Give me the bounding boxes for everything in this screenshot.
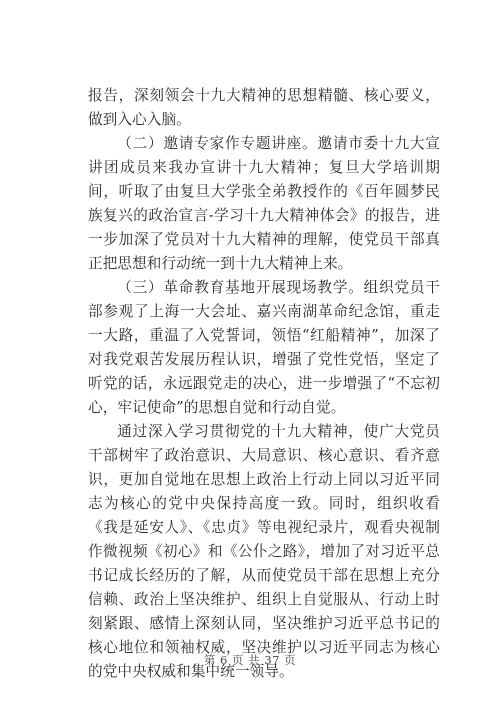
paragraph-revolutionary-base: （三）革命教育基地开展现场教学。组织党员干部参观了上海一大会址、嘉兴南湖革命纪念馆，重走一大路，重温了入党誓词，领悟“红船精神”，加深了对我党艰苦发展历程认识，增强了党性党悟，坚定了听党的话，永远跟党走的决心，进一步增强了“不忘初心，牢记使命”的思想自觉和行动自觉。 (88, 279, 440, 416)
paragraph-expert-lecture: （二）邀请专家作专题讲座。邀请市委十九大宣讲团成员来我办宣讲十九大精神；复旦大学培训期间，听取了由复旦大学张全弟教授作的《百年圆梦民族复兴的政治宣言-学习十九大精神体会》的报告，进一步加深了党员对十九大精神的理解，使党员干部真正把思想和行动统一到十九大精神上来。 (88, 135, 440, 272)
paragraph-summary: 通过深入学习贯彻党的十九大精神，使广大党员干部树牢了政治意识、大局意识、核心意识、看齐意识，更加自觉地在思想上政治上行动上同以习近平同志为核心的党中央保持高度一致。同时，组织收看《我是延安人》、《忠贞》等电视纪录片，观看央视制作微视频《初心》和《公仆之路》，增加了对习近平总书记成长经历的了解，从而使党员干部在思想上充分信赖、政治上坚决维护、组织上自觉服从、行动上时刻紧跟、感情上深刻认同，坚决维护习近平总书记的核心地位和领袖权威，坚决维护以习近平同志为核心的党中央权威和集中统一领导。 (88, 423, 440, 680)
paragraph-continuation: 报告，深刻领会十九大精神的思想精髓、核心要义，做到入心入脑。 (88, 87, 440, 128)
page-number-footer: 第 6 页 共 37 页 (203, 653, 297, 667)
document-body (88, 84, 440, 684)
